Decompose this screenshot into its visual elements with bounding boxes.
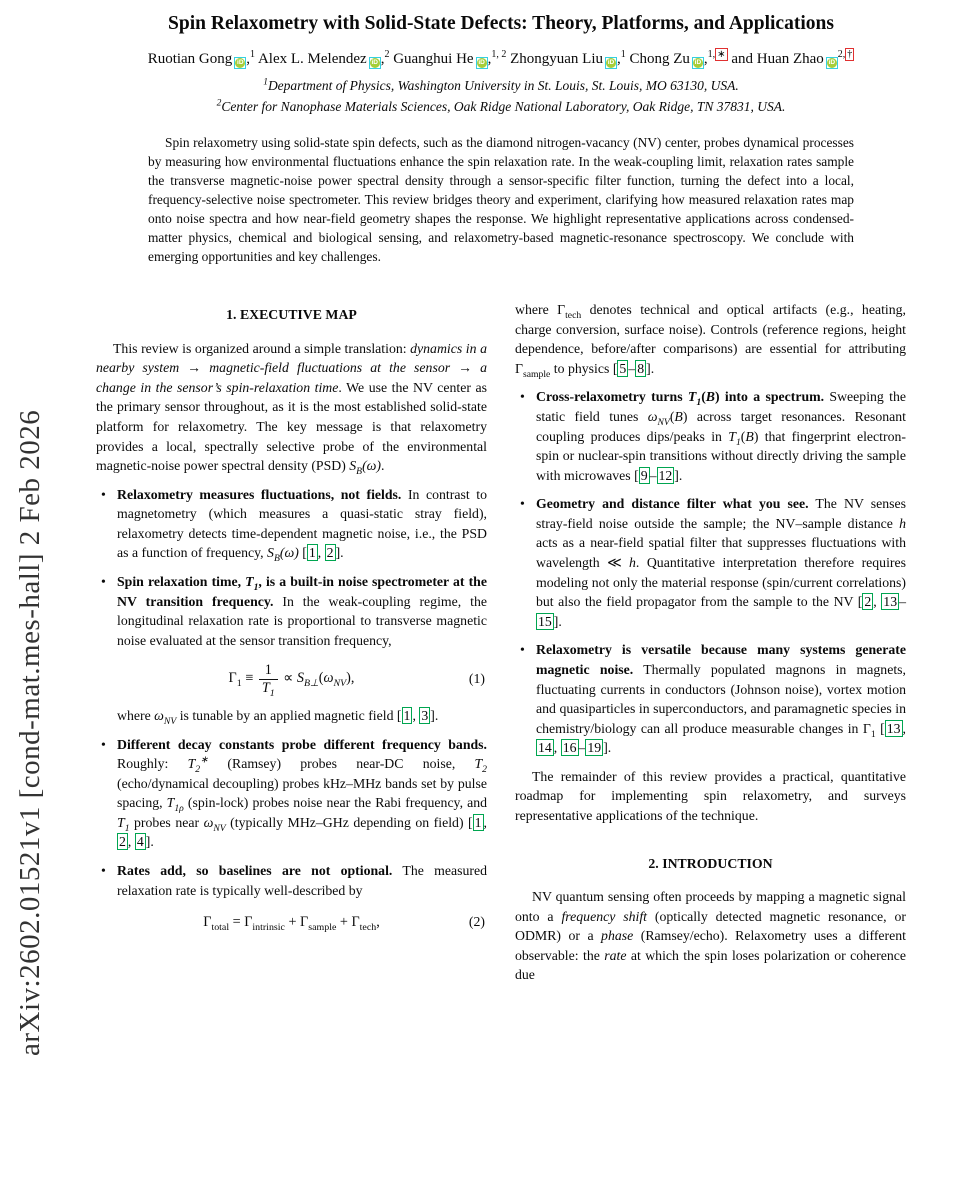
- bullet-icon: •: [101, 863, 106, 879]
- citation-link[interactable]: 1: [403, 708, 411, 723]
- citation-link[interactable]: 14: [538, 740, 552, 756]
- orcid-icon[interactable]: iD: [369, 57, 381, 69]
- column-right: [515, 300, 906, 987]
- paragraph: where $\omega_{NV}$ is tunable by an applied magnetic field [ 1 , 3 ].: [117, 708, 439, 727]
- paragraph: This review is organized around a simple translation: dynamics in a nearby system → magnetic-field fluctuations at the sensor → a change in the sensor’s spin-relaxation time. We use the NV center as the primary sensor throughout, as it is the most established solid-state platform for relaxometry. The key message is that relaxometry provides a local, spectrally selective probe of the environmental magnetic-noise power spectral density (PSD) $S_B(\omega)$.: [96, 340, 487, 477]
- citation-link[interactable]: 4: [136, 834, 144, 850]
- equation-body: $\Gamma_{total} = \Gamma_{intrinsic} + \Gamma_{sample} + \Gamma_{tech}$,: [203, 914, 380, 934]
- author-affiliation-mark: 1: [620, 49, 626, 61]
- citation-link[interactable]: 15: [538, 613, 552, 629]
- equation: [96, 662, 487, 699]
- author-affiliation-mark: 1, 2: [491, 49, 507, 61]
- equation-number: (1): [468, 671, 485, 687]
- fraction: $\frac{1}{T_1}$: [259, 662, 278, 696]
- author-affiliation-mark: 1: [250, 49, 256, 61]
- citation-link[interactable]: 13: [883, 594, 898, 610]
- citation-link[interactable]: 3: [421, 708, 429, 723]
- orcid-icon[interactable]: iD: [826, 57, 838, 69]
- section-heading: 2. INTRODUCTION: [648, 855, 773, 871]
- citation-link[interactable]: 1: [474, 814, 482, 830]
- bullet-item: [96, 735, 487, 852]
- column-left: [96, 300, 487, 987]
- footnote-link[interactable]: ∗: [717, 49, 726, 61]
- bullet-item: [96, 485, 487, 563]
- bullet-item: [515, 640, 906, 757]
- bullet-icon: •: [520, 642, 525, 658]
- bullet-icon: •: [101, 574, 106, 590]
- citation-link[interactable]: 13: [886, 720, 901, 736]
- author-affiliation-mark: 1,: [707, 49, 716, 61]
- equation-body: $\Gamma_1$ ≡ $\frac{1}{T_1}$ ∝ $S_{B\perp}(\omega_{NV})$,: [228, 662, 355, 699]
- author-name: Ruotian Gong: [147, 51, 233, 68]
- citation-link[interactable]: 2: [864, 594, 872, 610]
- author-name: Guanghui He: [393, 51, 474, 68]
- citation-link[interactable]: 16: [562, 740, 577, 756]
- paper-title: Spin Relaxometry with Solid-State Defects: Theory, Platforms, and Applications: [168, 13, 834, 34]
- equation-number: (2): [468, 914, 485, 930]
- abstract: Spin relaxometry using solid-state spin defects, such as the diamond nitrogen-vacancy (NV) center, probes dynamical processes by measuring how environmental fluctuations enhance the spin relaxation rate. In the weak-coupling limit, relaxation rates sample the transverse magnetic-noise power spectral density through a sensor-specific filter function, turning the defect into a local, frequency-selective noise spectrometer. This review bridges theory and experiment, clarifying how measured relaxation rates map onto noise spectra and how near-field geometry shapes the response. We highlight representative applications across condensed-matter physics, chemical and biological sensing, and relaxometry-based magnetic-resonance spectroscopy. We conclude with emerging opportunities and key challenges.: [148, 134, 854, 265]
- author-conjunction: and: [731, 51, 757, 68]
- author-name: Chong Zu: [629, 51, 690, 68]
- bullet-text: Relaxometry is versatile because many systems generate magnetic noise. Thermally populated magnons in magnets, fluctuating currents in conductors (Johnson noise), vortex motion and quasiparticles in superconductors, and paramagnetic species in chemistry/biology can all produce measurable changes in $\Gamma_1$ [ 13 , 14 , 16 – 19 ].: [536, 642, 906, 756]
- citation-link[interactable]: 1: [308, 545, 316, 561]
- author-name: Alex L. Melendez: [257, 51, 367, 68]
- orcid-icon[interactable]: iD: [692, 57, 704, 69]
- arxiv-stamp: arXiv:2602.01521v1 [cond-mat.mes-hall] 2 Feb 2026: [14, 409, 46, 1056]
- citation-link[interactable]: 8: [637, 360, 645, 376]
- affiliation: $^2$Center for Nanophase Materials Sciences, Oak Ridge National Laboratory, Oak Ridge, TN 37831, USA.: [216, 98, 786, 114]
- orcid-icon[interactable]: iD: [234, 57, 246, 69]
- paragraph: The remainder of this review provides a practical, quantitative roadmap for implementing spin relaxometry, and surveys representative applications of the technique.: [515, 768, 906, 823]
- citation-link[interactable]: 12: [658, 467, 673, 483]
- equation: [96, 912, 487, 932]
- bullet-text: Relaxometry measures fluctuations, not fields. In contrast to magnetometry (which measures a quasi-static stray field), relaxometry detects time-dependent magnetic noise, i.e., the PSD as a function of frequency, $S_B(\omega)$ [ 1 , 2 ].: [117, 486, 488, 565]
- bullet-icon: •: [101, 736, 106, 752]
- author-affiliation-mark: 2: [384, 49, 390, 61]
- orcid-icon[interactable]: iD: [605, 57, 617, 69]
- citation-link[interactable]: 5: [619, 360, 627, 376]
- affiliations: [96, 76, 906, 117]
- bullet-item: [515, 494, 906, 631]
- citation-link[interactable]: 2: [326, 545, 334, 561]
- paragraph: where $\Gamma_{tech}$ denotes technical and optical artifacts (e.g., heating, charge conversion, surface noise). Controls (reference regions, height dependence, before/after comparisons) are essential for attributing $\Gamma_{sample}$ to physics [ 5 – 8 ].: [515, 302, 906, 380]
- author-name: Huan Zhao: [756, 51, 824, 68]
- bullet-item: [96, 572, 487, 650]
- bullet-item: [515, 387, 906, 485]
- citation-link[interactable]: 9: [640, 467, 648, 483]
- bullet-icon: •: [101, 486, 106, 502]
- affiliation: $^1$Department of Physics, Washington University in St. Louis, St. Louis, MO 63130, USA.: [263, 77, 739, 94]
- author-affiliation-mark: 2,: [837, 49, 846, 61]
- bullet-text: Spin relaxation time, $T_1$, is a built-in noise spectrometer at the NV transition frequency. In the weak-coupling regime, the longitudinal relaxation rate is proportional to transverse magnetic noise evaluated at the sensor transition frequency,: [117, 574, 487, 648]
- citation-link[interactable]: 2: [119, 834, 126, 850]
- bullet-text: Geometry and distance filter what you see. The NV senses stray-field noise outside the sample; the NV–sample distance h acts as a near-field spatial filter that suppresses fluctuations with wavelength ≪ h. Quantitative interpretation therefore requires modeling not only the material response (spin/current correlations) but also the field propagator from the sample to the NV [ 2 , 13 –15 ].: [536, 496, 907, 629]
- footnote-link[interactable]: †: [847, 49, 853, 61]
- author-name: Zhongyuan Liu: [510, 51, 603, 68]
- citation-link[interactable]: 19: [587, 740, 602, 756]
- authors-line: Ruotian Gong iD ,$^1$ Alex L. Melendez iD ,$^2$ Guanghui He iD ,$^{1, 2}$ Zhongyuan Liu iD ,$^1$ Chong Zu iD ,$^{1,}$ ∗ and Huan Zhao $iD^{2,}$ †: [147, 49, 853, 68]
- bullet-icon: •: [520, 389, 525, 405]
- bullet-text: Rates add, so baselines are not optional. The measured relaxation rate is typically well-described by: [117, 863, 487, 898]
- paragraph: NV quantum sensing often proceeds by mapping a magnetic signal onto a frequency shift (optically detected magnetic resonance, or ODMR) or a phase (Ramsey/echo). Relaxometry uses a different observable: the rate at which the spin loses polarization or coherence due: [515, 889, 906, 983]
- section-heading: 1. EXECUTIVE MAP: [226, 307, 357, 323]
- two-column-body: [96, 300, 906, 987]
- bullet-icon: •: [520, 496, 525, 512]
- bullet-text: Different decay constants probe different frequency bands. Roughly: $T_2^∗$ (Ramsey) probes near-DC noise, $T_2$ (echo/dynamical decoupling) probes kHz–MHz bands set by pulse spacing, $T_{1\rho}$ (spin-lock) probes noise near the Rabi frequency, and $T_1$ probes near $\omega_{NV}$ (typically MHz–GHz depending on field) [ 1 , 2 , 4 ].: [117, 736, 487, 850]
- bullet-text: Cross-relaxometry turns $T_1(B)$ into a spectrum. Sweeping the static field tunes $\omega_{NV}(B)$ across target resonances. Resonant coupling produces dips/peaks in $T_1(B)$ that fingerprint electron-spin or nuclear-spin transitions without directly driving the sample with microwaves [ 9 – 12 ].: [536, 389, 907, 483]
- orcid-icon[interactable]: iD: [476, 57, 488, 69]
- bullet-item: [96, 861, 487, 900]
